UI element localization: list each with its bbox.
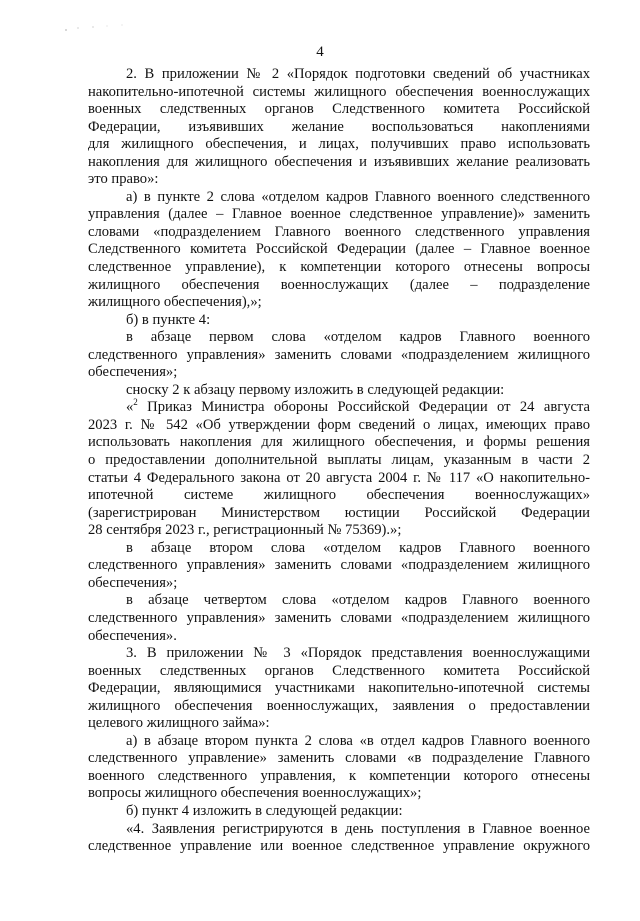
text-line-content: Федерации, изъявивших желание воспользоваться накоплениями: [88, 118, 590, 135]
text-line-content: для жилищного обеспечения, и лицах, получивших право использовать: [88, 136, 590, 153]
text-line-content: обеспечения»;: [88, 574, 178, 591]
text-line: [88, 259, 590, 277]
text-line-content: управления (далее – Главное военное следственное управление)» заменить: [88, 206, 590, 223]
text-line-content: следственного управление» заменить словами «в подразделение Главного: [88, 750, 590, 767]
text-line: [88, 768, 590, 786]
text-line-content: следственное управление или военное следственное управление окружного: [88, 838, 590, 855]
text-line: [88, 821, 590, 839]
text-line: [88, 294, 590, 312]
text-line: [88, 452, 590, 470]
text-line: [88, 434, 590, 452]
text-line-content: сноску 2 к абзацу первому изложить в следующей редакции:: [126, 381, 505, 398]
text-line: [88, 803, 590, 821]
text-line-content: «: [126, 399, 134, 416]
text-line-content: 3. В приложении № 3 «Порядок представления военнослужащими: [126, 645, 590, 662]
text-line: [88, 329, 590, 347]
text-line: [88, 557, 590, 575]
text-line: [88, 575, 590, 593]
text-line-content: следственного управления» заменить словами «подразделением жилищного: [88, 557, 590, 574]
text-line-content: военных следственных органов Следственного комитета Российской: [88, 101, 590, 118]
text-line: [88, 206, 590, 224]
text-line: [88, 277, 590, 295]
text-line: [88, 680, 590, 698]
text-line: [88, 347, 590, 365]
text-line: [88, 838, 590, 856]
text-line-content: следственного управления» заменить словами «подразделением жилищного: [88, 609, 590, 626]
text-line: [88, 84, 590, 102]
text-line-content: Федерации, являющимися участниками накопительно-ипотечной системы: [88, 680, 590, 697]
text-line-content: ипотечной системе жилищного обеспечения военнослужащих»: [88, 487, 590, 504]
text-line: [88, 750, 590, 768]
text-line: [88, 663, 590, 681]
text-line-content: 2023 г. № 542 «Об утверждении форм сведений о лицах, имеющих право: [88, 416, 590, 433]
text-line-content: (зарегистрирован Министерством юстиции Российской Федерации: [88, 504, 590, 521]
text-line: [88, 382, 590, 400]
text-line-content: в абзаце первом слова «отделом кадров Главного военного: [126, 329, 590, 346]
text-line-content: Приказ Министра обороны Российской Федерации от 24 августа: [137, 399, 590, 416]
text-line-content: 28 сентября 2023 г., регистрационный № 75369).»;: [88, 522, 402, 539]
page-number: 4: [316, 44, 324, 60]
text-line: [88, 101, 590, 119]
text-line-content: в абзаце четвертом слова «отделом кадров Главного военного: [126, 592, 590, 609]
text-line: [88, 66, 590, 84]
text-line-content: вопросы жилищного обеспечения военнослужащих»;: [88, 785, 422, 802]
text-line: [88, 698, 590, 716]
text-line-content: обеспечения».: [88, 627, 177, 644]
text-line-content: 2. В приложении № 2 «Порядок подготовки сведений об участниках: [126, 66, 590, 82]
text-line-content: военных следственных органов Следственного комитета Российской: [88, 662, 590, 679]
text-line-content: это право»:: [88, 171, 159, 188]
text-line: [88, 171, 590, 189]
text-line: [88, 364, 590, 382]
text-line-content: статьи 4 Федерального закона от 20 августа 2004 г. № 117 «О накопительно-: [88, 469, 590, 486]
text-line: [88, 733, 590, 751]
text-line: [88, 505, 590, 523]
text-line-content: словами «подразделением Главного военного следственного управления: [88, 223, 590, 240]
text-line: [88, 540, 590, 558]
text-line-content: «4. Заявления регистрируются в день поступления в Главное военное: [126, 820, 590, 837]
scan-specks-icon: [60, 18, 140, 34]
text-line: [88, 224, 590, 242]
text-line: [88, 610, 590, 628]
document-body: [88, 66, 590, 856]
text-line: [88, 785, 590, 803]
footnote-marker: 2: [133, 397, 138, 408]
text-line: [88, 417, 590, 435]
text-line: [88, 312, 590, 330]
text-line: [88, 154, 590, 172]
text-line-content: жилищного обеспечения военнослужащих, заявления о предоставлении: [88, 697, 590, 714]
text-line: [88, 470, 590, 488]
text-line-content: б) пункт 4 изложить в следующей редакции:: [126, 802, 403, 819]
text-line-content: а) в абзаце втором пункта 2 слова «в отдел кадров Главного военного: [126, 732, 590, 749]
text-line-content: использовать накопления для жилищного обеспечения, и формы решения: [88, 434, 590, 451]
text-line: [88, 522, 590, 540]
text-line-content: накопления для жилищного обеспечения и изъявивших желание реализовать: [88, 153, 590, 170]
text-line: [88, 241, 590, 259]
text-line: [88, 487, 590, 505]
text-line-content: обеспечения»;: [88, 364, 178, 381]
text-line-content: жилищного обеспечения),»;: [88, 294, 262, 311]
text-line-content: в абзаце втором слова «отделом кадров Главного военного: [126, 539, 590, 556]
text-line: [88, 628, 590, 646]
text-line-content: а) в пункте 2 слова «отделом кадров Главного военного следственного: [126, 188, 590, 205]
text-line-content: следственного управления» заменить словами «подразделением жилищного: [88, 346, 590, 363]
text-line-content: жилищного обеспечения военнослужащих (далее – подразделение: [88, 276, 590, 293]
text-line-content: военного следственного управления, к компетенции которого отнесены: [88, 767, 590, 784]
text-line-content: целевого жилищного займа»:: [88, 715, 270, 732]
text-line: [88, 592, 590, 610]
text-line-content: накопительно-ипотечной системы жилищного обеспечения военнослужащих: [88, 83, 590, 100]
text-line: [88, 189, 590, 207]
text-line-content: Следственного комитета Российской Федерации (далее – Главное военное: [88, 241, 590, 258]
text-line: [88, 119, 590, 137]
text-line: [88, 645, 590, 663]
text-line: [88, 715, 590, 733]
text-line-content: следственное управление), к компетенции которого отнесены вопросы: [88, 259, 590, 276]
text-line: [88, 136, 590, 154]
text-line-content: о предоставлении дополнительной выплаты лицам, указанным в части 2: [88, 452, 590, 469]
text-line-content: б) в пункте 4:: [126, 311, 211, 328]
text-line: [88, 399, 590, 417]
